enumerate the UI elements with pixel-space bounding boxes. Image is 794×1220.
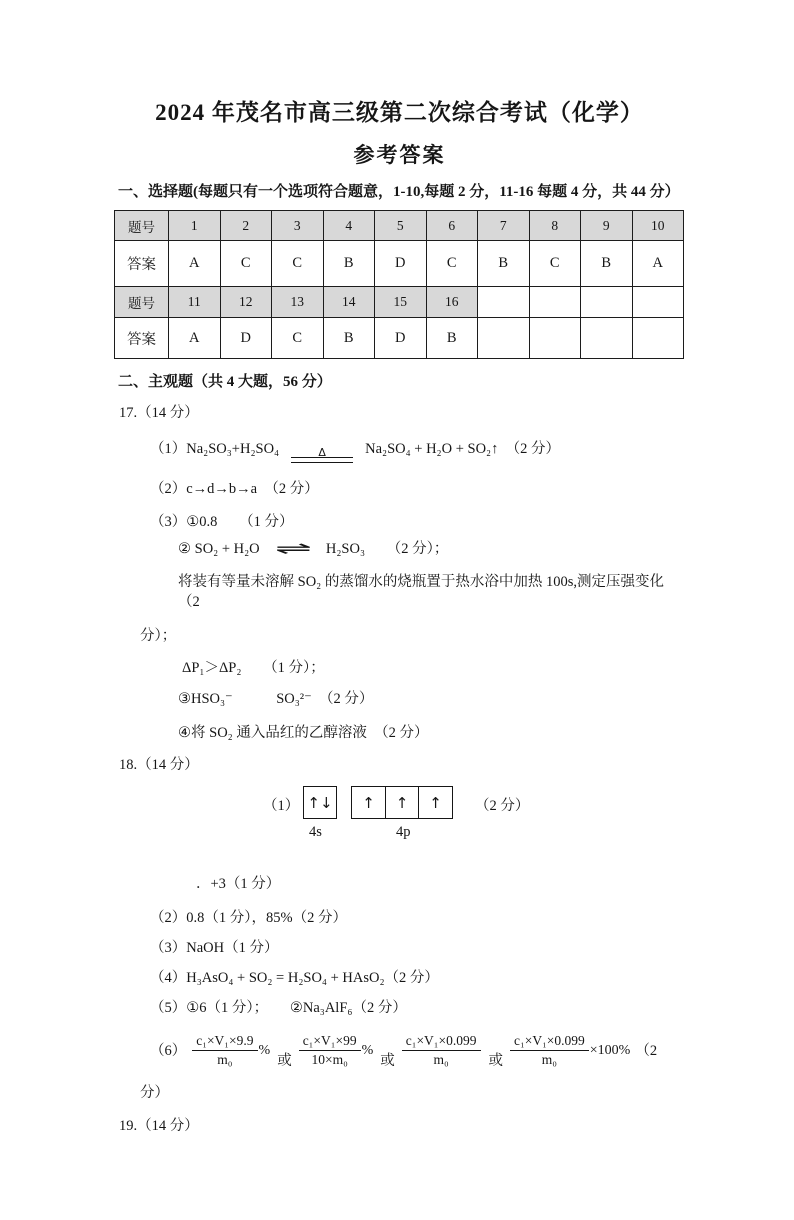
q17-item2: （2）c→d→b→a （2 分）: [150, 481, 319, 497]
fraction-denominator: m₀: [433, 1052, 449, 1067]
table-cell: B: [581, 241, 633, 287]
orbital-label-4s: 4s: [309, 824, 322, 840]
table-cell: B: [323, 241, 375, 287]
q18-number: 18.（14 分）: [119, 757, 199, 773]
equation-rhs: H₂SO₃ （2 分）；: [325, 541, 449, 557]
table-cell: [581, 287, 633, 318]
table-header-cell: 8: [529, 211, 581, 241]
table-cell: [529, 287, 581, 318]
fraction-numerator: c₁×V₁×0.099: [510, 1033, 589, 1051]
table-cell: C: [272, 318, 324, 359]
paired-electrons-up-down-arrows-icon: ↑↓: [307, 793, 333, 812]
double-line: [291, 457, 353, 463]
fraction: [299, 1033, 361, 1068]
table-header-cell: 6: [426, 211, 478, 241]
table-row-answers-2: [115, 318, 684, 359]
orbital-label-4p: 4p: [396, 824, 411, 840]
table-cell: [632, 287, 684, 318]
table-header-cell: 16: [426, 287, 478, 318]
table-header-cell: 4: [323, 211, 375, 241]
q17-item3-4: ④将 SO₂ 通入品红的乙醇溶液 （2 分）: [178, 725, 429, 741]
fraction: [510, 1033, 589, 1068]
fraction-option-4: [510, 1033, 630, 1068]
document-page: [0, 97, 794, 1220]
answer-table: [114, 210, 684, 359]
table-cell: B: [323, 318, 375, 359]
table-row-question-numbers-2: [115, 287, 684, 318]
fraction: [192, 1033, 257, 1068]
equilibrium-arrow-icon: ⇌: [274, 539, 312, 559]
delta-heat-symbol: [291, 448, 353, 463]
page-subtitle: 参考答案: [353, 143, 446, 167]
table-cell: D: [375, 241, 427, 287]
orbital-boxes-4p: [351, 786, 453, 819]
fraction-denominator: 10×m₀: [311, 1052, 348, 1067]
q17-item3-2-note-continuation: 分）；: [140, 628, 177, 644]
up-arrow-icon: ↑: [385, 786, 420, 819]
table-header-cell: 题号: [115, 211, 169, 241]
table-cell: C: [272, 241, 324, 287]
or-word: 或: [488, 1053, 504, 1069]
fraction-suffix: %: [361, 1042, 374, 1058]
fraction-numerator: c₁×V₁×0.099: [402, 1033, 481, 1051]
table-header-cell: 14: [323, 287, 375, 318]
q18-item6-label: （6）: [150, 1042, 187, 1059]
fraction-suffix: %: [258, 1042, 271, 1058]
q18-item6-score-open: （2: [635, 1042, 658, 1059]
table-cell: A: [169, 241, 221, 287]
equation-rhs: Na₂SO₄ + H₂O + SO₂↑ （2 分）: [365, 441, 560, 457]
table-cell: 答案: [115, 318, 169, 359]
table-cell: C: [220, 241, 272, 287]
q18-item6-score-continuation: 分）: [140, 1085, 169, 1101]
delta-icon: Δ: [318, 446, 326, 459]
q17-item1-equation: [150, 439, 686, 463]
table-cell: [478, 287, 530, 318]
q18-item1-oxidation-state: ．+3（1 分）: [196, 876, 281, 892]
q17-item3-1: （3）①0.8 （1 分）: [150, 514, 294, 530]
table-header-cell: 12: [220, 287, 272, 318]
document-content: [0, 97, 794, 1136]
orbital-diagram: [263, 786, 686, 846]
q17-item3-2-equation: [178, 539, 686, 559]
table-header-cell: 13: [272, 287, 324, 318]
table-cell: A: [169, 318, 221, 359]
or-word: 或: [380, 1053, 395, 1069]
q18-item1-label: （1）: [263, 798, 300, 814]
table-header-cell: 5: [375, 211, 427, 241]
q18-item2: （2）0.8（1 分），85%（2 分）: [150, 910, 347, 926]
table-header-cell: 7: [478, 211, 530, 241]
q18-item6-formula: [150, 1033, 686, 1068]
q17-item3-3: ③HSO₃⁻ SO₃²⁻ （2 分）: [178, 691, 374, 707]
table-cell: D: [375, 318, 427, 359]
page-title: 2024 年茂名市高三级第二次综合考试（化学）: [155, 100, 644, 125]
fraction-option-2: [299, 1033, 374, 1068]
fraction: [402, 1033, 481, 1068]
fraction-numerator: c₁×V₁×99: [299, 1033, 361, 1051]
table-header-cell: 题号: [115, 287, 169, 318]
fraction-denominator: m₀: [217, 1052, 233, 1067]
table-cell: [529, 318, 581, 359]
table-cell: B: [426, 318, 478, 359]
table-header-cell: 3: [272, 211, 324, 241]
q17-number: 17.（14 分）: [119, 405, 199, 421]
table-header-cell: 15: [375, 287, 427, 318]
fraction-suffix: ×100%: [589, 1042, 631, 1058]
table-cell: C: [426, 241, 478, 287]
table-header-cell: 1: [169, 211, 221, 241]
equation-lhs: ② SO₂ + H₂O: [178, 541, 260, 557]
table-header-cell: 9: [581, 211, 633, 241]
up-arrow-icon: ↑: [418, 786, 453, 819]
table-cell: [581, 318, 633, 359]
table-cell: [478, 318, 530, 359]
table-cell: C: [529, 241, 581, 287]
or-word: 或: [277, 1053, 292, 1069]
table-header-cell: 10: [632, 211, 684, 241]
table-row-answers-1: [115, 241, 684, 287]
q17-item3-2-result: ΔP₁＞ΔP₂ （1 分）；: [182, 660, 325, 676]
section1-heading: 一、选择题(每题只有一个选项符合题意，1-10,每题 2 分，11-16 每题 4 分，共 44 分）: [118, 184, 680, 200]
table-row-question-numbers-1: [115, 211, 684, 241]
table-cell: B: [478, 241, 530, 287]
table-cell: [632, 318, 684, 359]
fraction-denominator: m₀: [541, 1052, 557, 1067]
table-cell: D: [220, 318, 272, 359]
table-header-cell: 2: [220, 211, 272, 241]
orbital-box-4s: [303, 786, 337, 819]
q17-item3-2-note: 将装有等量未溶解 SO₂ 的蒸馏水的烧瓶置于热水浴中加热 100s,测定压强变化 （2: [178, 574, 679, 610]
q18-item5: （5）①6（1 分）； ②Na₃AlF₆（2 分）: [150, 1000, 407, 1016]
equation-lhs: （1）Na₂SO₃+H₂SO₄: [150, 441, 280, 457]
table-header-cell: 11: [169, 287, 221, 318]
fraction-numerator: c₁×V₁×9.9: [192, 1033, 257, 1051]
table-cell: A: [632, 241, 684, 287]
q18-item3: （3）NaOH（1 分）: [150, 940, 279, 956]
up-arrow-icon: ↑: [351, 786, 386, 819]
q18-item1-score: （2 分）: [475, 798, 530, 814]
fraction-option-3: [402, 1033, 482, 1068]
q18-item4: （4）H₃AsO₄ + SO₂ = H₂SO₄ + HAsO₂（2 分）: [150, 970, 439, 986]
q19-number: 19.（14 分）: [119, 1118, 199, 1134]
table-cell: 答案: [115, 241, 169, 287]
section2-heading: 二、主观题（共 4 大题，56 分）: [118, 374, 332, 390]
fraction-option-1: [192, 1033, 270, 1068]
